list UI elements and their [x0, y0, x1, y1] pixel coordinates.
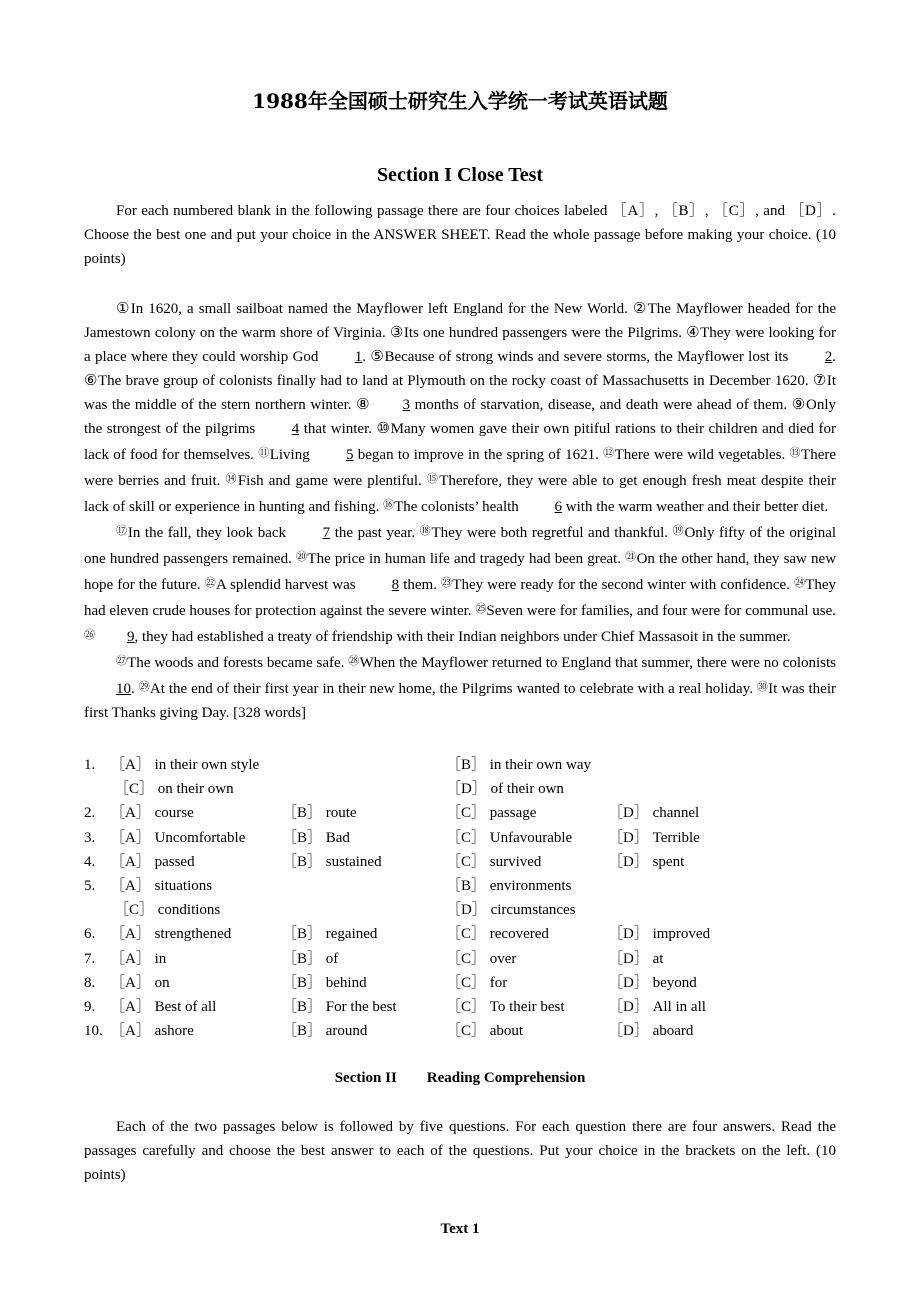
- option-row-1b: [84, 777, 844, 801]
- option-c[interactable]: ［C］ over: [446, 950, 517, 967]
- question-number: 9.: [84, 998, 96, 1015]
- blank-5: 5: [345, 447, 354, 463]
- section-2-instructions: [84, 1115, 836, 1187]
- option-a[interactable]: ［A］ Uncomfortable: [110, 829, 246, 846]
- section-1-instructions: [84, 199, 836, 271]
- option-d[interactable]: ［D］ channel: [608, 805, 700, 822]
- option-d[interactable]: ［D］ improved: [608, 926, 711, 943]
- option-c[interactable]: ［C］ Unfavourable: [446, 829, 573, 846]
- passage-text: Therefore, they were able to get enough fresh meat despite their lack of skill or experience in hunting and fishing.: [84, 473, 837, 515]
- option-b[interactable]: ［B］ behind: [282, 974, 367, 991]
- sentence-marker: ㉖: [84, 628, 95, 641]
- sentence-marker: ㉙: [138, 680, 150, 693]
- passage-text: Only fifty of the original one hundred passengers remained.: [84, 525, 837, 567]
- option-row-4: [84, 850, 844, 874]
- passage-text: months of starvation, disease, and death were ahead of them. ⑨Only the strongest of the pilgrims: [84, 397, 837, 437]
- passage-paragraph-2: [84, 519, 836, 649]
- option-c[interactable]: ［C］ for: [446, 974, 508, 991]
- option-d[interactable]: ［D］ Terrible: [608, 829, 700, 846]
- option-a[interactable]: ［A］ situations: [110, 877, 213, 894]
- question-number: 7.: [84, 950, 96, 967]
- option-row-6: [84, 922, 844, 946]
- sentence-marker: ⑪: [258, 446, 270, 459]
- passage-text: They were ready for the second winter with confidence.: [452, 577, 790, 593]
- passage-paragraph-3: [84, 649, 836, 725]
- option-c[interactable]: ［C］ passage: [446, 805, 537, 822]
- question-number: 5.: [84, 877, 96, 894]
- passage-text: They had eleven crude houses for protection against the severe winter.: [84, 577, 837, 619]
- option-c[interactable]: ［C］ about: [446, 1023, 524, 1040]
- sentence-marker: ⑫: [603, 446, 615, 459]
- option-a[interactable]: ［A］ ashore: [110, 1023, 194, 1040]
- cloze-passage: [84, 297, 836, 725]
- option-row-1: [84, 753, 844, 777]
- question-number: 4.: [84, 853, 96, 870]
- option-a[interactable]: ［A］ on: [110, 974, 170, 991]
- text-1-heading: Text 1: [440, 1221, 480, 1237]
- option-d[interactable]: ［D］ at: [608, 950, 664, 967]
- passage-text: with the warm weather and their better diet.: [565, 499, 829, 515]
- blank-6: 6: [554, 499, 563, 515]
- section-1-title: Section I Close Test: [376, 164, 544, 186]
- passage-text: It was their first Thanks giving Day. [328 words]: [84, 681, 837, 721]
- passage-text: .: [131, 681, 135, 697]
- blank-10: 10: [116, 681, 131, 697]
- passage-text: . ⑥The brave group of colonists finally had to land at Plymouth on the rocky coast of Massachusetts in December 1620. ⑦It was the middle of the stern northern winter. ⑧: [84, 349, 836, 413]
- blank-8: 8: [391, 577, 400, 593]
- sentence-marker: ⑰: [116, 524, 128, 537]
- option-row-5: [84, 874, 844, 898]
- option-c[interactable]: ［C］ recovered: [446, 926, 549, 943]
- option-c[interactable]: ［C］ survived: [446, 853, 542, 870]
- blank-4: 4: [291, 421, 300, 437]
- option-a[interactable]: ［A］ in: [110, 950, 167, 967]
- sentence-marker: ㉚: [756, 680, 769, 693]
- option-b[interactable]: ［B］ sustained: [282, 853, 382, 870]
- option-a[interactable]: ［A］ course: [110, 805, 194, 822]
- sentence-marker: ㉗: [116, 654, 128, 667]
- blank-3: 3: [402, 397, 410, 413]
- question-number: 10.: [84, 1023, 103, 1040]
- passage-text: them.: [403, 577, 437, 593]
- option-c[interactable]: ［C］ conditions: [114, 902, 221, 919]
- option-row-7: [84, 947, 844, 971]
- question-number: 8.: [84, 974, 96, 991]
- sentence-marker: ㉘: [348, 654, 360, 667]
- passage-text: , they had established a treaty of friendship with their Indian neighbors under Chief Massasoit in the summer.: [134, 629, 791, 645]
- option-d[interactable]: ［D］ spent: [608, 853, 685, 870]
- passage-text: On the other hand, they saw new hope for the future.: [84, 551, 837, 593]
- question-number: 2.: [84, 805, 96, 822]
- passage-text: Seven were for families, and four were for communal use.: [486, 603, 837, 619]
- sentence-marker: ⑯: [383, 498, 395, 511]
- passage-text: The colonists’ health: [394, 499, 519, 515]
- sentence-marker: ㉔: [793, 576, 806, 589]
- sentence-marker: ⑳: [296, 550, 308, 563]
- passage-paragraph-1: [84, 297, 836, 519]
- blank-1: 1: [354, 349, 363, 365]
- option-b[interactable]: ［B］ in their own way: [446, 757, 591, 773]
- option-a[interactable]: ［A］ strengthened: [110, 926, 232, 943]
- option-c[interactable]: ［C］ on their own: [114, 781, 234, 798]
- section-2-name: Reading Comprehension: [426, 1070, 586, 1086]
- passage-text: began to improve in the spring of 1621.: [357, 447, 599, 463]
- sentence-marker: ⑲: [672, 524, 685, 537]
- blank-2: 2: [824, 349, 833, 365]
- passage-text: When the Mayflower returned to England that summer, there were no colonists: [359, 655, 837, 671]
- option-d[interactable]: ［D］ of their own: [446, 781, 564, 798]
- page-title: 1988年全国硕士研究生入学统一考试英语试题: [252, 89, 668, 113]
- instructions-text: For each numbered blank in the following passage there are four choices labeled ［A］, ［B］, ［C］, and ［D］. Choose the best one and put your choice in the ANSWER SHEET. Read the whole passage before making your choice. (10 points): [84, 203, 836, 267]
- option-b[interactable]: ［B］ environments: [446, 877, 572, 894]
- passage-text: Living: [269, 447, 310, 463]
- blank-7: 7: [322, 525, 331, 541]
- instructions-text: Each of the two passages below is followed by five questions. For each question there are four answers. Read the passages carefully and choose the best answer to each of the questions. Put your choice in the brackets on the left. (10 points): [84, 1119, 836, 1183]
- sentence-marker: ⑭: [225, 472, 238, 485]
- passage-text: There were berries and fruit.: [84, 447, 837, 489]
- passage-text: . ⑤Because of strong winds and severe storms, the Mayflower lost its: [362, 349, 789, 365]
- option-b[interactable]: ［B］ around: [282, 1023, 368, 1040]
- answer-options: [84, 753, 844, 1043]
- sentence-marker: ㉑: [625, 550, 637, 563]
- passage-text: In the fall, they look back: [127, 525, 287, 541]
- option-b[interactable]: ［B］ route: [282, 805, 357, 822]
- question-number: 3.: [84, 829, 96, 846]
- option-b[interactable]: ［B］ regained: [282, 926, 378, 943]
- option-row-2: [84, 801, 844, 825]
- option-d[interactable]: ［D］ circumstances: [446, 902, 576, 919]
- option-row-8: [84, 971, 844, 995]
- option-row-5b: [84, 898, 844, 922]
- option-a[interactable]: ［A］ passed: [110, 853, 195, 870]
- passage-text: There were wild vegetables.: [614, 447, 786, 463]
- passage-text: the past year.: [334, 525, 416, 541]
- passage-text: ①In 1620, a small sailboat named the Mayflower left England for the New World. ②The Mayflower headed for the Jamestown colony on the warm shore of Virginia. ③Its one hundred passengers were the Pilgrims. ④They were looking for a place where they could worship God: [84, 301, 836, 365]
- question-number: 1.: [84, 757, 96, 773]
- sentence-marker: ⑮: [426, 472, 440, 485]
- sentence-marker: ㉕: [475, 602, 487, 615]
- option-a[interactable]: ［A］ in their own style: [110, 757, 260, 773]
- option-a[interactable]: ［A］ Best of all: [110, 998, 217, 1015]
- passage-text: The woods and forests became safe.: [127, 655, 345, 671]
- sentence-marker: ㉓: [441, 576, 453, 589]
- sentence-marker: ㉒: [204, 576, 216, 589]
- option-d[interactable]: ［D］ aboard: [608, 1023, 694, 1040]
- option-b[interactable]: ［B］ of: [282, 950, 339, 967]
- passage-text: that winter. ⑩Many women gave their own pitiful rations to their children and died for lack of food for themselves.: [84, 421, 837, 463]
- option-b[interactable]: ［B］ Bad: [282, 829, 350, 846]
- option-row-9: [84, 995, 844, 1019]
- passage-text: Fish and game were plentiful.: [237, 473, 422, 489]
- passage-text: At the end of their first year in their new home, the Pilgrims wanted to celebrate with a real holiday.: [149, 681, 753, 697]
- passage-text: They were both regretful and thankful.: [431, 525, 669, 541]
- option-d[interactable]: ［D］ All in all: [608, 998, 706, 1015]
- option-b[interactable]: ［B］ For the best: [282, 998, 397, 1015]
- question-number: 6.: [84, 926, 96, 943]
- section-2-title: [0, 1066, 920, 1090]
- blank-9: 9: [127, 629, 135, 645]
- option-d[interactable]: ［D］ beyond: [608, 974, 697, 991]
- option-row-3: [84, 826, 844, 850]
- option-row-10: [84, 1019, 844, 1043]
- section-2-label: Section II: [334, 1070, 397, 1086]
- sentence-marker: ⑱: [419, 524, 432, 537]
- option-c[interactable]: ［C］ To their best: [446, 998, 565, 1015]
- passage-text: A splendid harvest was: [216, 577, 356, 593]
- sentence-marker: ⑬: [789, 446, 802, 459]
- passage-text: The price in human life and tragedy had been great.: [307, 551, 621, 567]
